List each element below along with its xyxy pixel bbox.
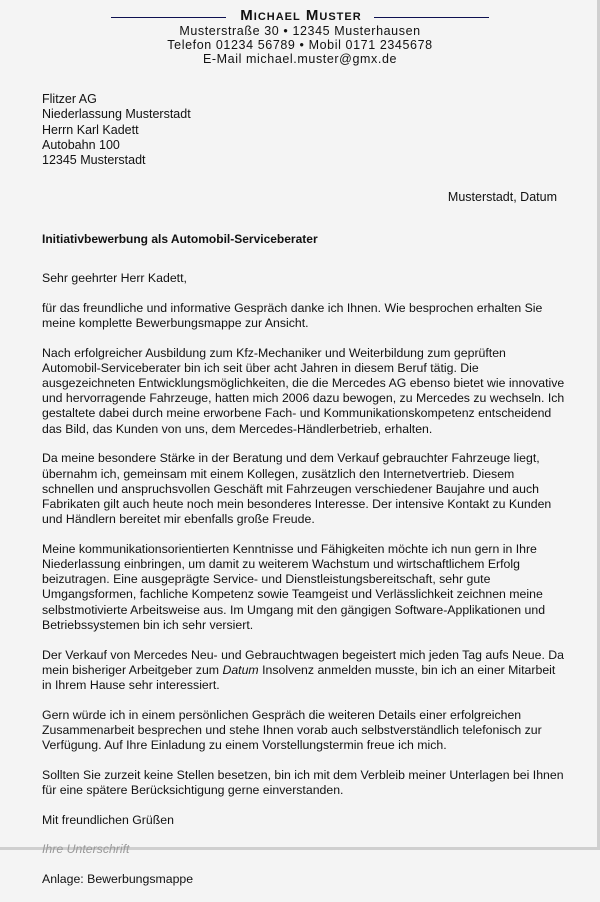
recipient-address — [42, 92, 191, 168]
letter-body — [42, 271, 567, 902]
paragraph-3: Da meine besondere Stärke in der Beratung und dem Verkauf gebrauchter Fahrzeuge liegt, übernahm ich, gemeinsam mit einem Kollegen, zusätzlich den Internetvertrieb. Diesem schnellen und anspruchsvollen Geschäft mit Fahrzeugen verschiedener Baujahre und auch Fabrikaten gilt auch heute noch mein besonderes Interesse. Der intensive Kontakt zu Kunden und Händlern bereitet mir ebenfalls große Freude. — [42, 451, 552, 527]
enclosure: Anlage: Bewerbungsmappe — [42, 872, 194, 887]
recipient-street: Autobahn 100 — [42, 137, 120, 152]
salutation: Sehr geehrter Herr Kadett, — [42, 271, 187, 285]
paragraph-6: Gern würde ich in einem persönlichen Gespräch die weiteren Details einer erfolgreichen Zusammenarbeit besprechen und stehe Ihnen vorab auch selbstverständlich telefonisch zur Verfügung. Auf Ihre Einladung zu einem Vorstellungstermin freue ich mich. — [42, 707, 542, 753]
header-rule-left — [111, 17, 226, 18]
place-date: Musterstadt, Datum — [447, 190, 557, 204]
sender-address: Musterstraße 30 • 12345 Musterhausen — [179, 24, 421, 38]
header-rule-right — [374, 17, 489, 18]
recipient-city: 12345 Musterstadt — [42, 153, 146, 168]
sender-email: E-Mail michael.muster@gmx.de — [202, 52, 398, 66]
signature-placeholder: Ihre Unterschrift — [42, 842, 130, 857]
paragraph-4: Meine kommunikationsorientierten Kenntnisse und Fähigkeiten möchte ich nun gern in Ihre Niederlassung einbringen, um damit zu weiterem Wachstum und wirtschaftlichem Erfolg beizutragen. Eine ausgeprägte Service- und Dienstleistungsbereitschaft, sehr gute Umgangsformen, fachliche Kompetenz sowie Teamgeist und Verlässlichkeit zeichnen meine selbstmotivierte Arbeitsweise aus. Im Umgang mit den gängigen Software-Applikationen und Betriebssystemen bin ich sehr versiert. — [42, 541, 546, 632]
name-row — [0, 6, 600, 24]
paragraph-5-text-b: Insolvenz anmelden musste, bin ich an einer Mitarbeit in Ihrem Hause sehr interessiert. — [42, 662, 556, 692]
letterhead — [0, 6, 600, 66]
recipient-branch: Niederlassung Musterstadt — [42, 107, 191, 122]
paragraph-5-text-a: Der Verkauf von Mercedes Neu- und Gebrauchtwagen begeistert mich jeden Tag aufs Neue. Da mein bisheriger Arbeitgeber zum — [42, 647, 565, 677]
recipient-company: Flitzer AG — [42, 92, 97, 106]
paragraph-1: für das freundliche und informative Gespräch danke ich Ihnen. Wie besprochen erhalten Sie meine komplette Bewerbungsmappe zur Ansicht. — [42, 300, 543, 330]
closing: Mit freundlichen Grüßen — [42, 812, 174, 827]
paragraph-5 — [42, 648, 567, 694]
date-placeholder: Datum — [222, 662, 259, 677]
subject-line: Initiativbewerbung als Automobil-Serviceberater — [42, 232, 318, 246]
recipient-contact: Herrn Karl Kadett — [42, 122, 139, 137]
paragraph-7: Sollten Sie zurzeit keine Stellen besetzen, bin ich mit dem Verbleib meiner Unterlagen bei Ihnen für eine spätere Berücksichtigung gerne einverstanden. — [42, 767, 564, 797]
paragraph-2: Nach erfolgreicher Ausbildung zum Kfz-Mechaniker und Weiterbildung zum geprüften Automobil-Serviceberater bin ich seit über acht Jahren in diesem Beruf tätig. Die ausgezeichneten Entwicklungsmöglichkeiten, die die Mercedes AG ebenso bietet wie innovative und hervorragende Fahrzeuge, hatten mich 2006 dazu bewogen, zu Mercedes zu wechseln. Ich gestaltete dabei durch meine erworbene Fach- und Kommunikationskompetenz entscheidend das Bild, das Kunden von uns, dem Mercedes-Händlerbetrieb, erhalten. — [42, 345, 565, 436]
sender-phone: Telefon 01234 56789 • Mobil 0171 2345678 — [167, 38, 433, 52]
sender-name: Michael Muster — [240, 6, 362, 24]
